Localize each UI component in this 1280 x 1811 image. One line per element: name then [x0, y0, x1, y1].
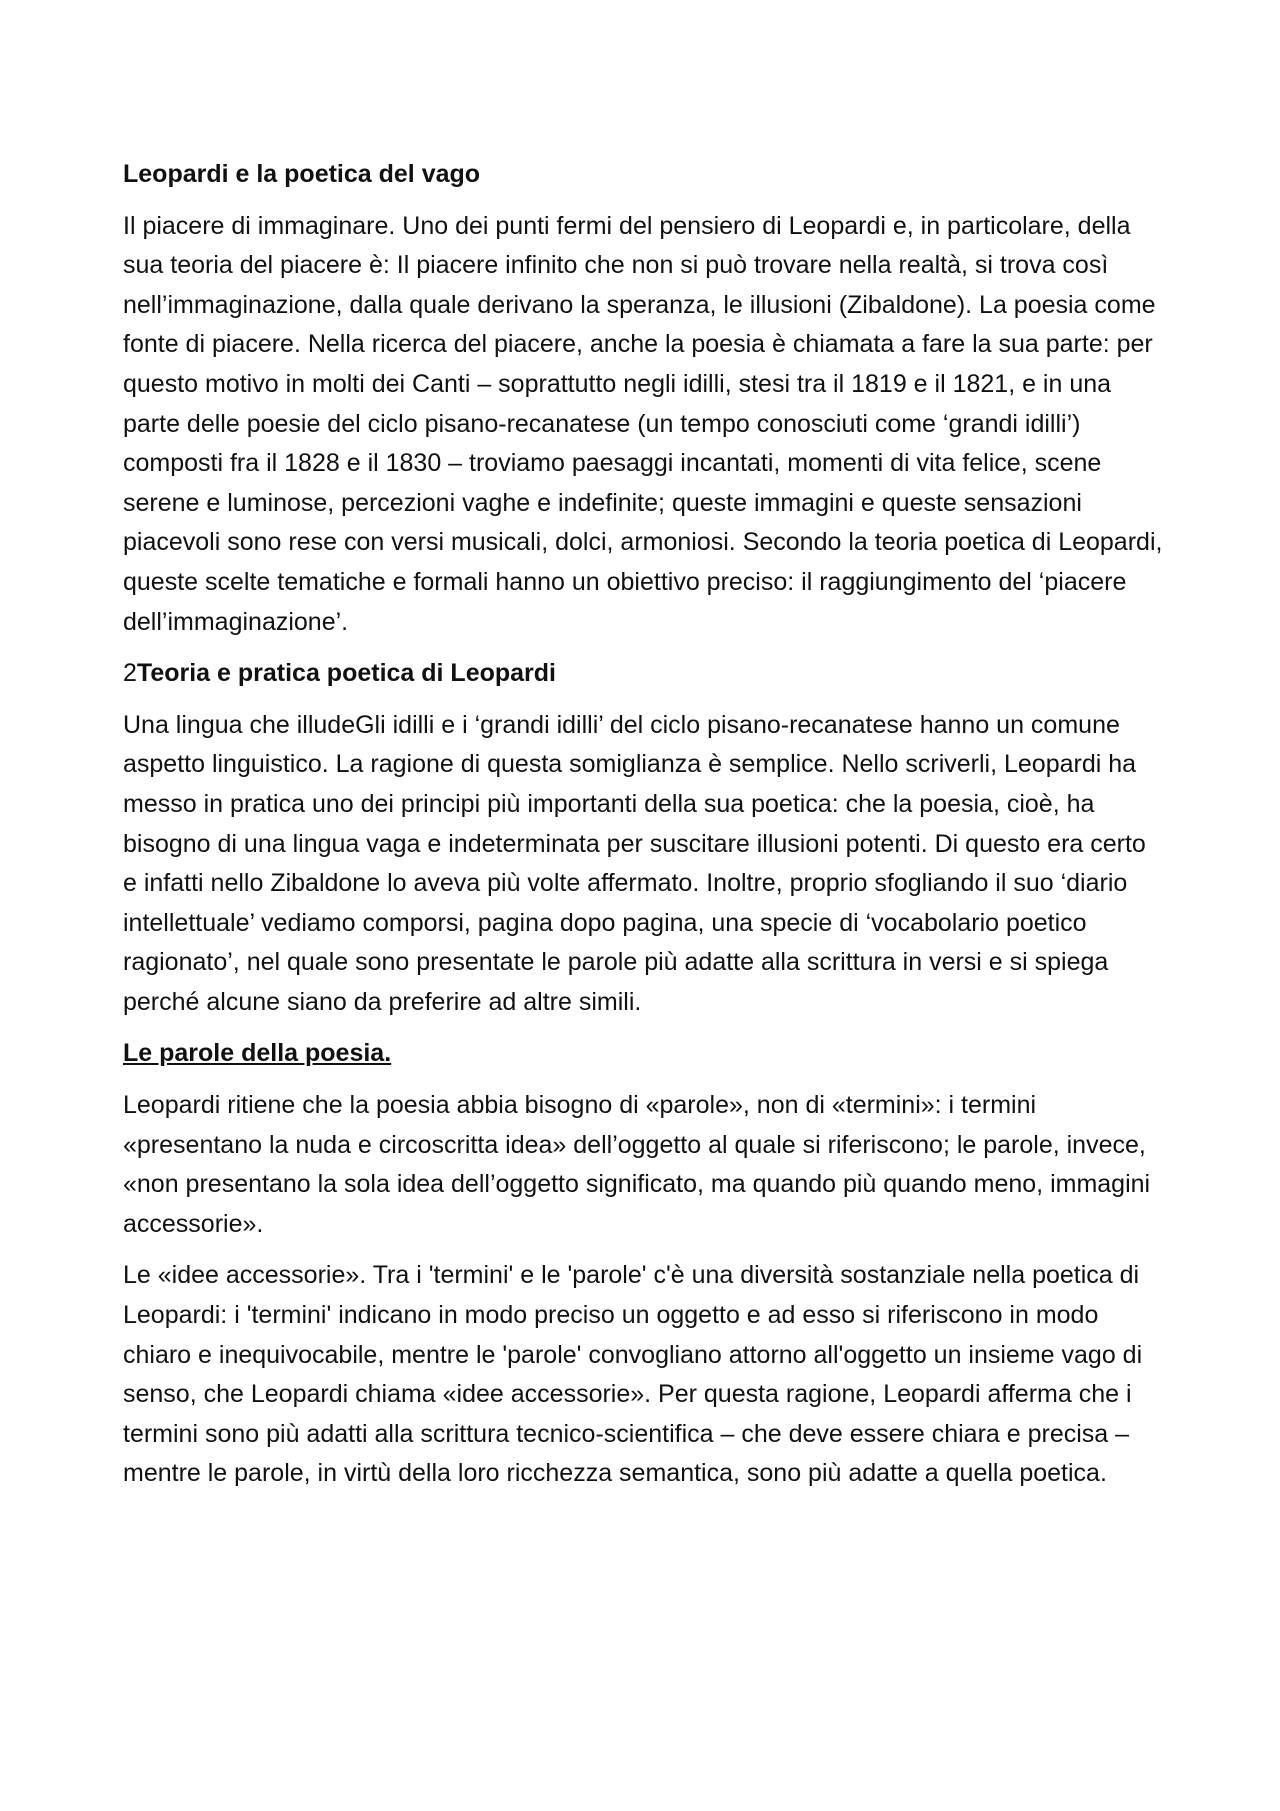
paragraph-idee-accessorie: Le «idee accessorie». Tra i 'termini' e le 'parole' c'è una diversità sostanziale nella poetica di Leopardi: i 'termini' indicano in modo preciso un oggetto e ad esso si riferiscono in modo chiaro e inequivocabile, mentre le 'parole' convogliano attorno all'oggetto un insieme vago di senso, che Leopardi chiama «idee accessorie». Per questa ragione, Leopardi afferma che i termini sono più adatti alla scrittura tecnico-scientifica – che deve essere chiara e precisa – mentre le parole, in virtù della loro ricchezza semantica, sono più adatte a quella poetica. [123, 1261, 1143, 1488]
paragraph-piacere: Il piacere di immaginare. Uno dei punti fermi del pensiero di Leopardi e, in particolare, della sua teoria del piacere è: Il piacere infinito che non si può trovare nella realtà, si trova così nell’immaginazione, dalla quale derivano la speranza, le illusioni (Zibaldone). La poesia come fonte di piacere. Nella ricerca del piacere, anche la poesia è chiamata a fare la sua parte: per questo motivo in molti dei Canti – soprattutto negli idilli, stesi tra il 1819 e il 1821, e in una parte delle poesie del ciclo pisano-recanatese (un tempo conosciuti come ‘grandi idilli’) composti fra il 1828 e il 1830 – troviamo paesaggi incantati, momenti di vita felice, scene serene e luminose, percezioni vaghe e indefinite; queste immagini e queste sensazioni piacevoli sono rese con versi musicali, dolci, armoniosi. Secondo la teoria poetica di Leopardi, queste scelte tematiche e formali hanno un obiettivo preciso: il raggiungimento del ‘piacere dell’immaginazione’. [123, 211, 1163, 636]
document-body [123, 155, 1163, 1506]
document-title: Leopardi e la poetica del vago [123, 160, 481, 188]
section-heading-parole: Le parole della poesia. [123, 1039, 392, 1068]
section-heading-text: Teoria e pratica poetica di Leopardi [136, 659, 556, 688]
section-heading-prefix: 2 [123, 659, 137, 688]
section-heading-teoria [123, 654, 1163, 694]
paragraph-lingua: Una lingua che illudeGli idilli e i ‘grandi idilli’ del ciclo pisano-recanatese hanno un comune aspetto linguistico. La ragione di questa somiglianza è semplice. Nello scriverli, Leopardi ha messo in pratica uno dei principi più importanti della sua poetica: che la poesia, cioè, ha bisogno di una lingua vaga e indeterminata per suscitare illusioni potenti. Di questo era certo e infatti nello Zibaldone lo aveva più volte affermato. Inoltre, proprio sfogliando il suo ‘diario intellettuale’ vediamo comporsi, pagina dopo pagina, una specie di ‘vocabolario poetico ragionato’, nel quale sono presentate le parole più adatte alla scrittura in versi e si spiega perché alcune siano da preferire ad altre simili. [123, 710, 1146, 1016]
paragraph-parole: Leopardi ritiene che la poesia abbia bisogno di «parole», non di «termini»: i termini «presentano la nuda e circoscritta idea» dell’oggetto al quale si riferiscono; le parole, invece, «non presentano la sola idea dell’oggetto significato, ma quando più quando meno, immagini accessorie». [123, 1091, 1151, 1238]
